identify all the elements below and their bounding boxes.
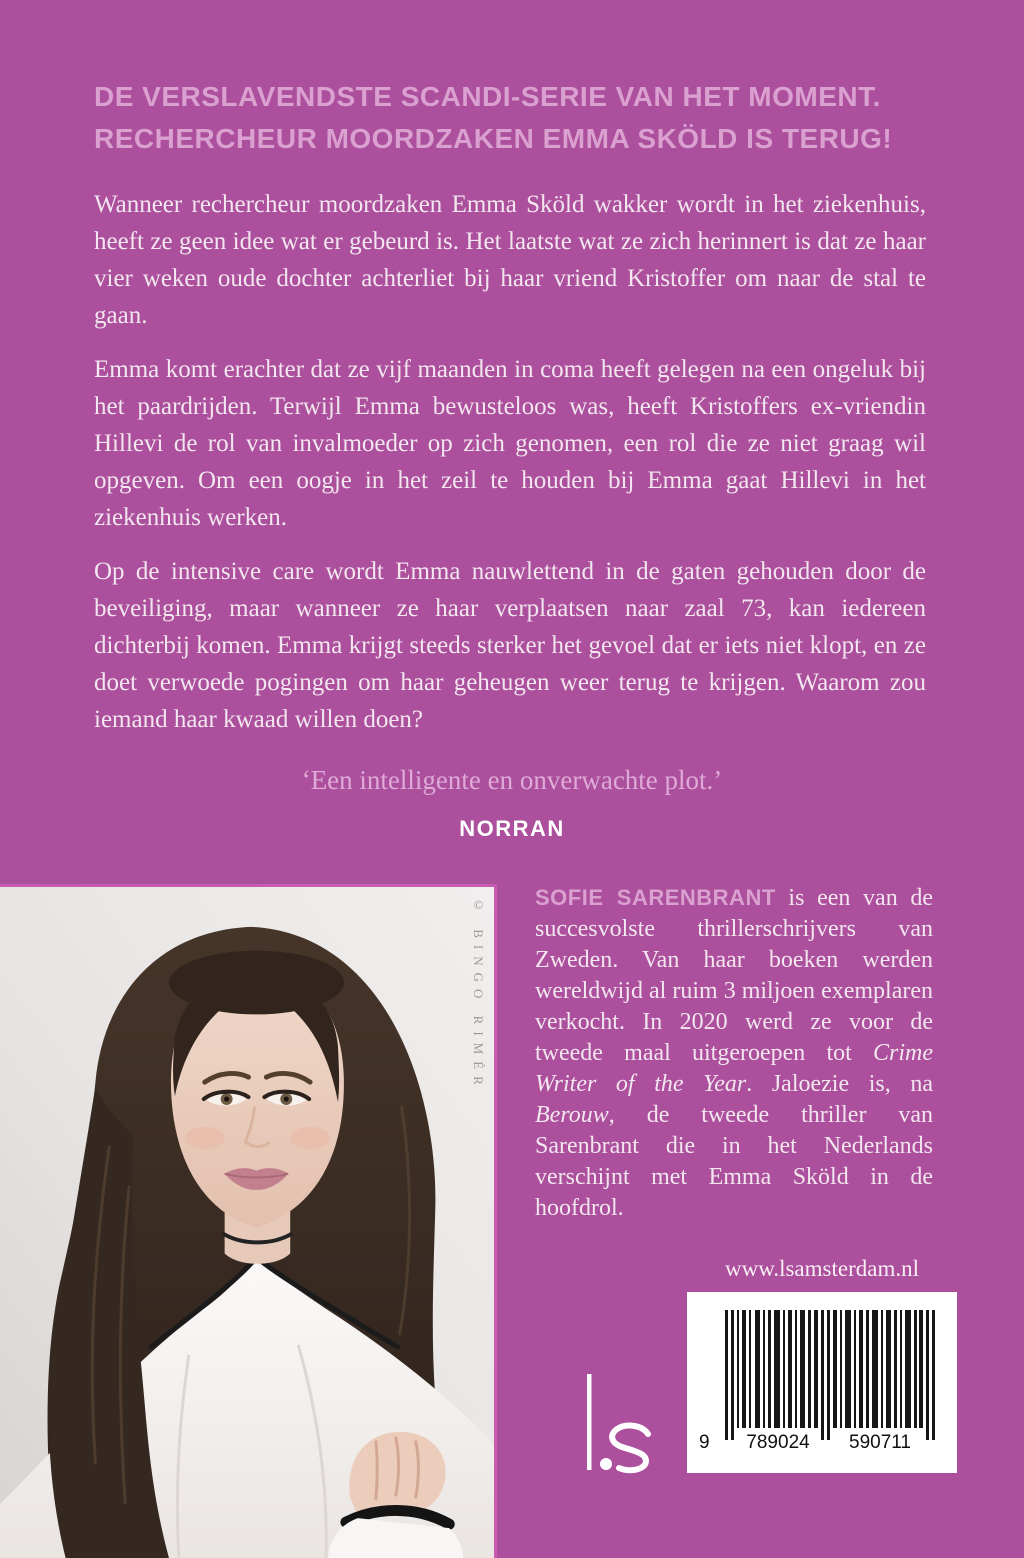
barcode-bars-icon [687, 1292, 957, 1444]
author-photo [0, 884, 497, 1558]
pupil-right [284, 1096, 289, 1101]
tagline-line1: DE VERSLAVENDSTE SCANDI-SERIE VAN HET MOMENT. [94, 81, 881, 112]
review-source: NORRAN [459, 816, 565, 841]
ls-monogram-icon [584, 1372, 662, 1474]
publisher-website: www.lsamsterdam.nl [725, 1256, 919, 1281]
author-bio-text [535, 882, 933, 1224]
review-quote: ‘Een intelligente en onverwachte plot.’ [301, 765, 723, 795]
publisher-logo-ls-icon [584, 1372, 662, 1474]
author-name: SOFIE SARENBRANT [535, 885, 776, 910]
synopsis-paragraph-3: Op de intensive care wordt Emma nauwlettend in de gaten gehouden door de beveiliging, maar wanneer ze haar verplaatsen naar zaal 73, kan iedereen dichterbij komen. Emma krijgt steeds sterker het gevoel dat er iets niet klopt, en ze doet verwoede pogingen om haar geheugen weer terug te krijgen. Waarom zou iemand haar kwaad willen doen? [94, 558, 926, 733]
photo-credit: © BINGO RIMÉR [471, 897, 486, 1092]
bio-text-3: , de tweede thriller van Sarenbrant die in het Nederlands verschijnt met Emma Sköld in de hoofdrol. [535, 1102, 933, 1221]
barcode-digit-group-2: 789024 [737, 1432, 819, 1454]
tagline [94, 76, 954, 160]
barcode-digit-group-1: 9 [699, 1432, 710, 1453]
bio-text-2: . Jaloezie is, na [746, 1071, 933, 1097]
synopsis-paragraph-2: Emma komt erachter dat ze vijf maanden in coma heeft gelegen na een ongeluk bij het paardrijden. Terwijl Emma bewusteloos was, heeft Kristoffers ex-vriendin Hillevi de rol van invalmoeder op zich genomen, een rol die ze niet graag wil opgeven. Om een oogje in het zeil te houden bij Emma gaat Hillevi in het ziekenhuis werken. [94, 356, 926, 531]
author-portrait-illustration [0, 887, 494, 1558]
blush-right [290, 1127, 330, 1149]
tagline-line2: RECHERCHEUR MOORDZAKEN EMMA SKÖLD IS TERUG! [94, 123, 893, 154]
blush-left [185, 1127, 225, 1149]
synopsis [94, 186, 926, 755]
synopsis-paragraph-1: Wanneer rechercheur moordzaken Emma Sköld wakker wordt in het ziekenhuis, heeft ze geen idee wat er gebeurd is. Het laatste wat ze zich herinnert is dat ze haar vier weken oude dochter achterliet bij haar vriend Kristoffer om naar de stal te gaan. [94, 191, 926, 329]
barcode-digit-group-3: 590711 [837, 1432, 923, 1454]
barcode-number [687, 1428, 957, 1462]
pupil-left [224, 1096, 229, 1101]
bio-book-title: Berouw [535, 1102, 609, 1128]
author-bio [535, 882, 933, 1224]
barcode [687, 1292, 957, 1473]
bio-text-1: is een van de succesvolste thrillerschrijvers van Zweden. Van haar boeken werden wereldwijd al ruim 3 miljoen exemplaren verkocht. In 2020 werd ze voor de tweede maal uitgeroepen tot [535, 885, 933, 1066]
bio-award-title: Crime Writer of the Year [535, 1040, 933, 1097]
